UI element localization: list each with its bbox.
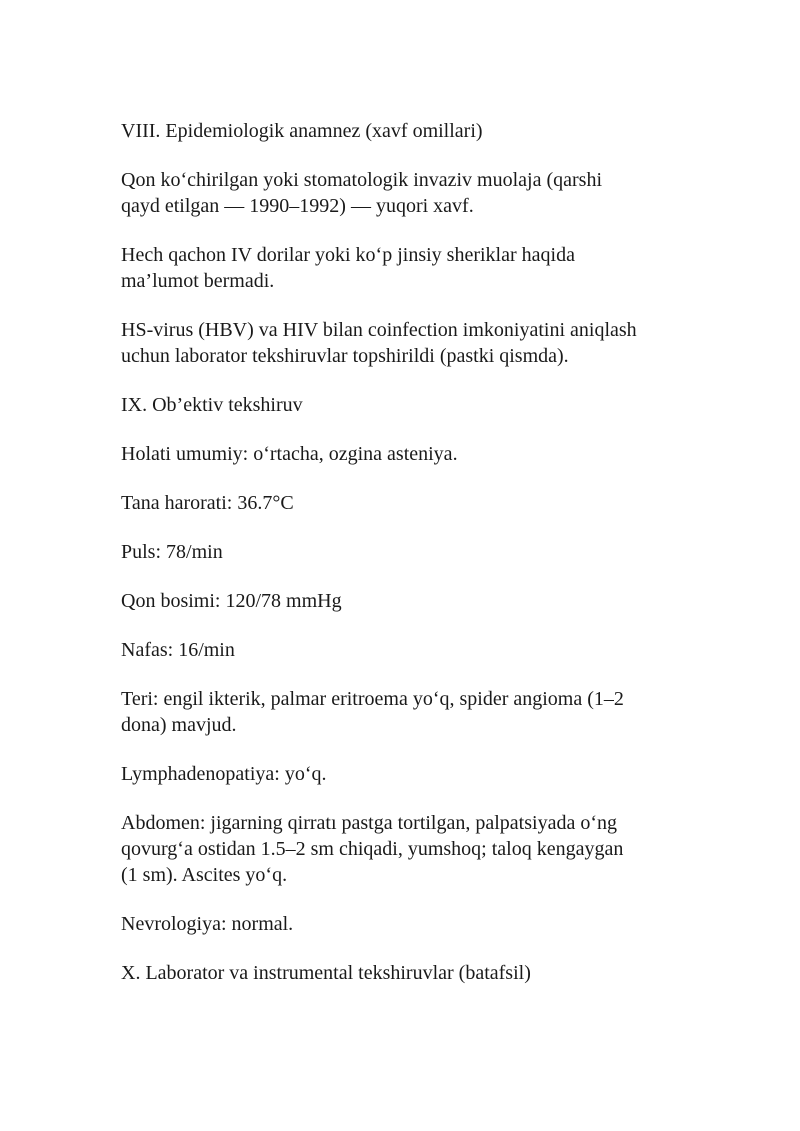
paragraph-blood-pressure: Qon bosimi: 120/78 mmHg — [121, 590, 342, 612]
paragraph-respiration: Nafas: 16/min — [121, 639, 235, 661]
paragraph-transfusion-risk: Qon ko‘chirilgan yoki stomatologik invaziv muolaja (qarshi qayd etilgan — 1990–1992) — yuqori xavf. — [121, 169, 603, 217]
paragraph-abdomen: Abdomen: jigarning qirratı pastga tortilgan, palpatsiyada o‘ng qovurg‘a ostidan 1.5–2 sm chiqadi, yumshoq; taloq kengaygan (1 sm). Ascites yo‘q. — [121, 812, 624, 886]
paragraph-coinfection: HS-virus (HBV) va HIV bilan coinfection imkoniyatini aniqlash uchun laborator tekshiruvlar topshirildi (pastki qismda). — [121, 319, 637, 367]
section-heading-objective-exam: IX. Ob’ektiv tekshiruv — [121, 394, 303, 416]
paragraph-iv-drugs: Hech qachon IV dorilar yoki ko‘p jinsiy sheriklar haqida ma’lumot bermadi. — [121, 244, 575, 292]
section-heading-lab-tests: X. Laborator va instrumental tekshiruvlar (batafsil) — [121, 962, 531, 984]
paragraph-neurology: Nevrologiya: normal. — [121, 913, 294, 935]
paragraph-temperature: Tana harorati: 36.7°C — [121, 492, 294, 514]
paragraph-skin: Teri: engil ikterik, palmar eritroema yo‘q, spider angioma (1–2 dona) mavjud. — [121, 688, 624, 736]
paragraph-general-condition: Holati umumiy: o‘rtacha, ozgina asteniya. — [121, 443, 458, 465]
paragraph-pulse: Puls: 78/min — [121, 541, 223, 563]
paragraph-lymphadenopathy: Lymphadenopatiya: yo‘q. — [121, 763, 327, 785]
document-page — [121, 118, 691, 1009]
section-heading-epidemiology: VIII. Epidemiologik anamnez (xavf omillari) — [121, 120, 483, 142]
